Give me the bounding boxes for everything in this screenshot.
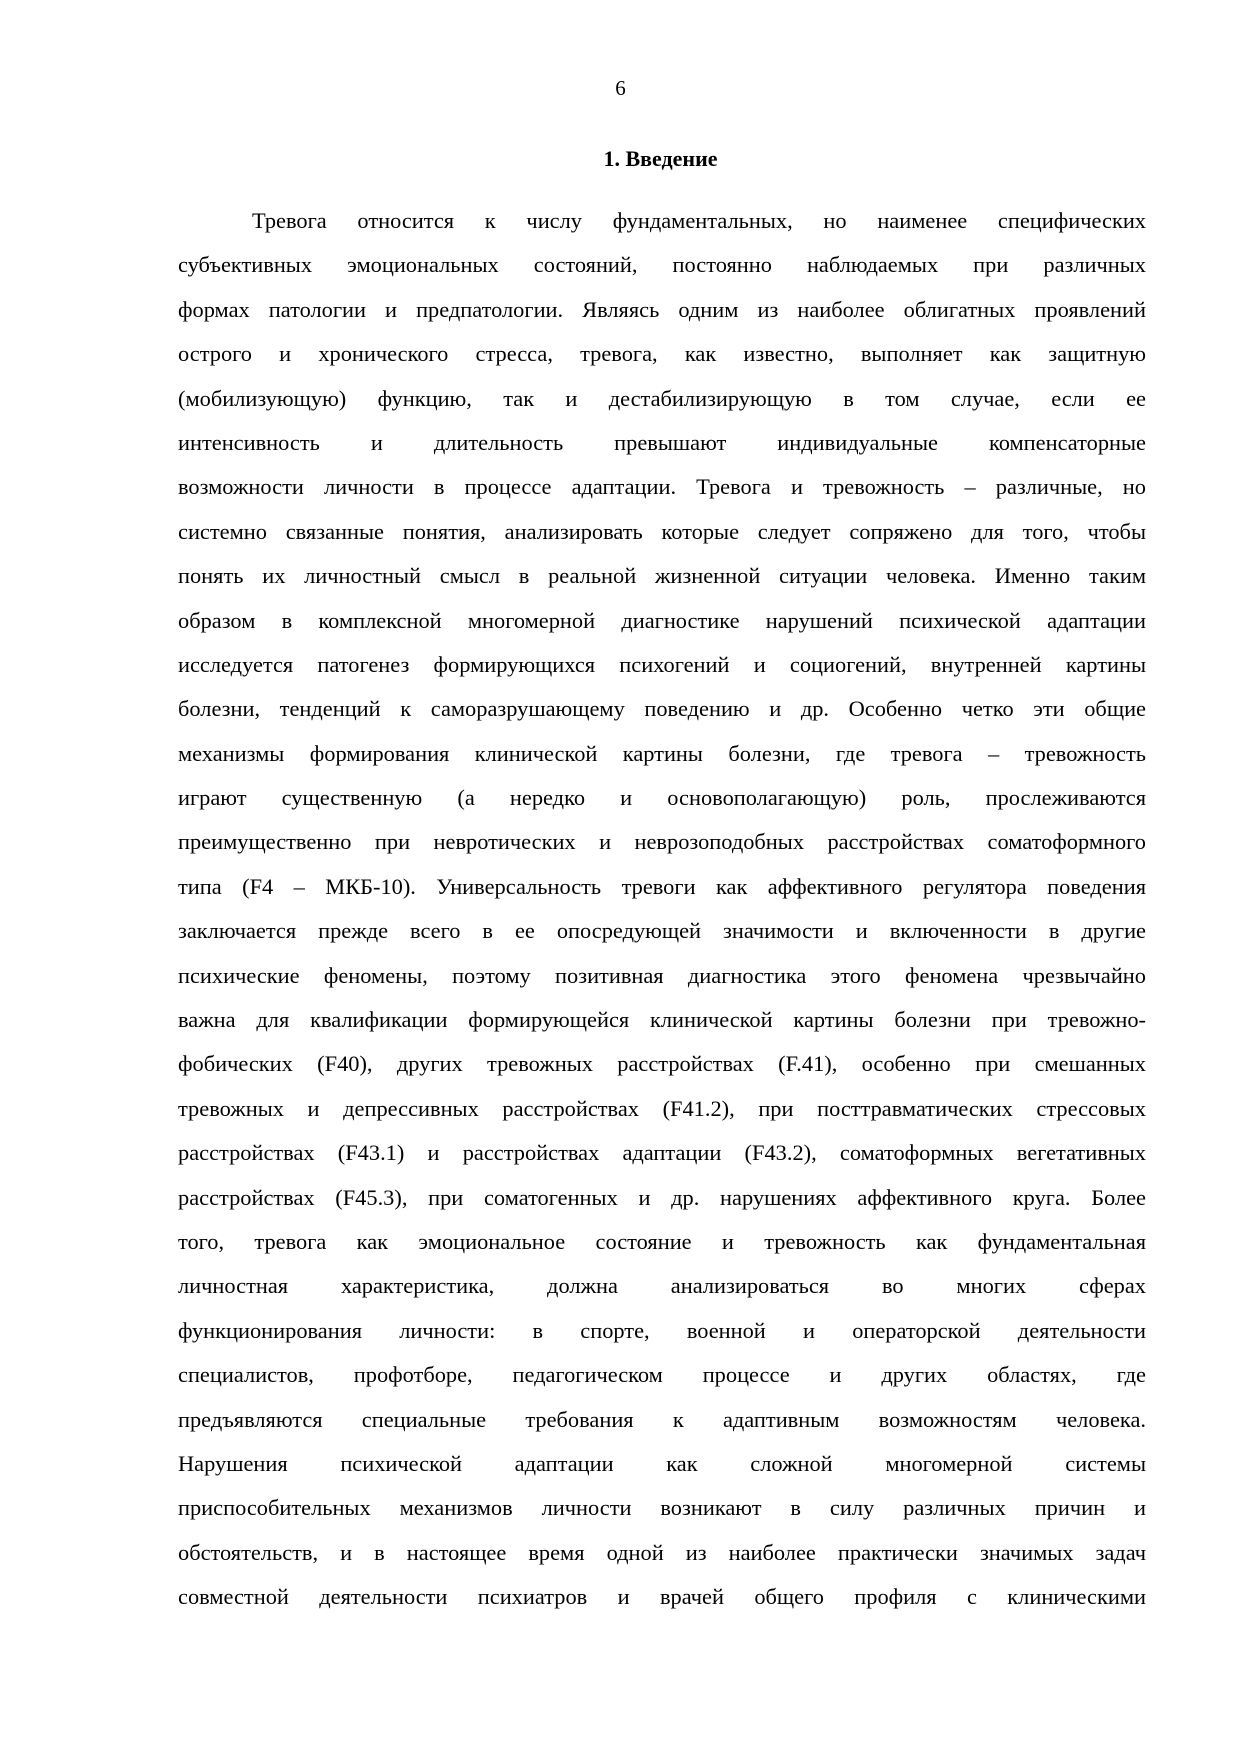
- paragraph-line: специалистов, профотборе, педагогическом процессе и других областях, где: [178, 1362, 1146, 1388]
- paragraph-line: важна для квалификации формирующейся клинической картины болезни при тревожно-: [178, 1007, 1146, 1033]
- paragraph-line: преимущественно при невротических и неврозоподобных расстройствах соматоформного: [178, 829, 1146, 855]
- paragraph-line: расстройствах (F43.1) и расстройствах адаптации (F43.2), соматоформных вегетативных: [178, 1140, 1146, 1166]
- paragraph-line: психические феномены, поэтому позитивная диагностика этого феномена чрезвычайно: [178, 962, 1146, 988]
- paragraph-line: личностная характеристика, должна анализироваться во многих сферах: [178, 1273, 1146, 1299]
- paragraph-line: механизмы формирования клинической картины болезни, где тревога – тревожность: [178, 740, 1146, 766]
- paragraph-line: субъективных эмоциональных состояний, постоянно наблюдаемых при различных: [178, 252, 1146, 278]
- paragraph-line: расстройствах (F45.3), при соматогенных и др. нарушениях аффективного круга. Более: [178, 1184, 1146, 1210]
- paragraph-line: понять их личностный смысл в реальной жизненной ситуации человека. Именно таким: [178, 563, 1146, 589]
- paragraph-line: тревожных и депрессивных расстройствах (F41.2), при посттравматических стрессовых: [178, 1095, 1146, 1121]
- paragraph-line: исследуется патогенез формирующихся психогений и социогений, внутренней картины: [178, 651, 1146, 677]
- paragraph-line: функционирования личности: в спорте, военной и операторской деятельности: [178, 1317, 1146, 1343]
- paragraph-line: интенсивность и длительность превышают индивидуальные компенсаторные: [178, 429, 1146, 455]
- paragraph-line: болезни, тенденций к саморазрушающему поведению и др. Особенно четко эти общие: [178, 696, 1146, 722]
- paragraph-line: типа (F4 – МКБ-10). Универсальность тревоги как аффективного регулятора поведения: [178, 873, 1146, 899]
- paragraph-line: играют существенную (а нередко и основополагающую) роль, прослеживаются: [178, 785, 1146, 811]
- paragraph-line: фобических (F40), других тревожных расстройствах (F.41), особенно при смешанных: [178, 1051, 1146, 1077]
- paragraph-line: заключается прежде всего в ее опосредующей значимости и включенности в другие: [178, 918, 1146, 944]
- paragraph-line: приспособительных механизмов личности возникают в силу различных причин и: [178, 1495, 1146, 1521]
- paragraph-line: обстоятельств, и в настоящее время одной из наиболее практически значимых задач: [178, 1539, 1146, 1565]
- paragraph-line: формах патологии и предпатологии. Являясь одним из наиболее облигатных проявлений: [178, 296, 1146, 322]
- body-paragraph: [178, 206, 1146, 1627]
- paragraph-line: Тревога относится к числу фундаментальных, но наименее специфических: [252, 208, 1146, 233]
- paragraph-line: образом в комплексной многомерной диагностике нарушений психической адаптации: [178, 607, 1146, 633]
- paragraph-line: предъявляются специальные требования к адаптивным возможностям человека.: [178, 1406, 1146, 1432]
- paragraph-line: системно связанные понятия, анализировать которые следует сопряжено для того, чтобы: [178, 518, 1146, 544]
- paragraph-line: (мобилизующую) функцию, так и дестабилизирующую в том случае, если ее: [178, 385, 1146, 411]
- paragraph-line: Нарушения психической адаптации как сложной многомерной системы: [178, 1450, 1146, 1476]
- paragraph-line: возможности личности в процессе адаптации. Тревога и тревожность – различные, но: [178, 474, 1146, 500]
- paragraph-line: того, тревога как эмоциональное состояние и тревожность как фундаментальная: [178, 1228, 1146, 1254]
- paragraph-line: острого и хронического стресса, тревога, как известно, выполняет как защитную: [178, 341, 1146, 367]
- section-title: 1. Введение: [603, 146, 718, 171]
- paragraph-line: совместной деятельности психиатров и врачей общего профиля с клиническими: [178, 1584, 1146, 1610]
- page-number: 6: [615, 76, 626, 100]
